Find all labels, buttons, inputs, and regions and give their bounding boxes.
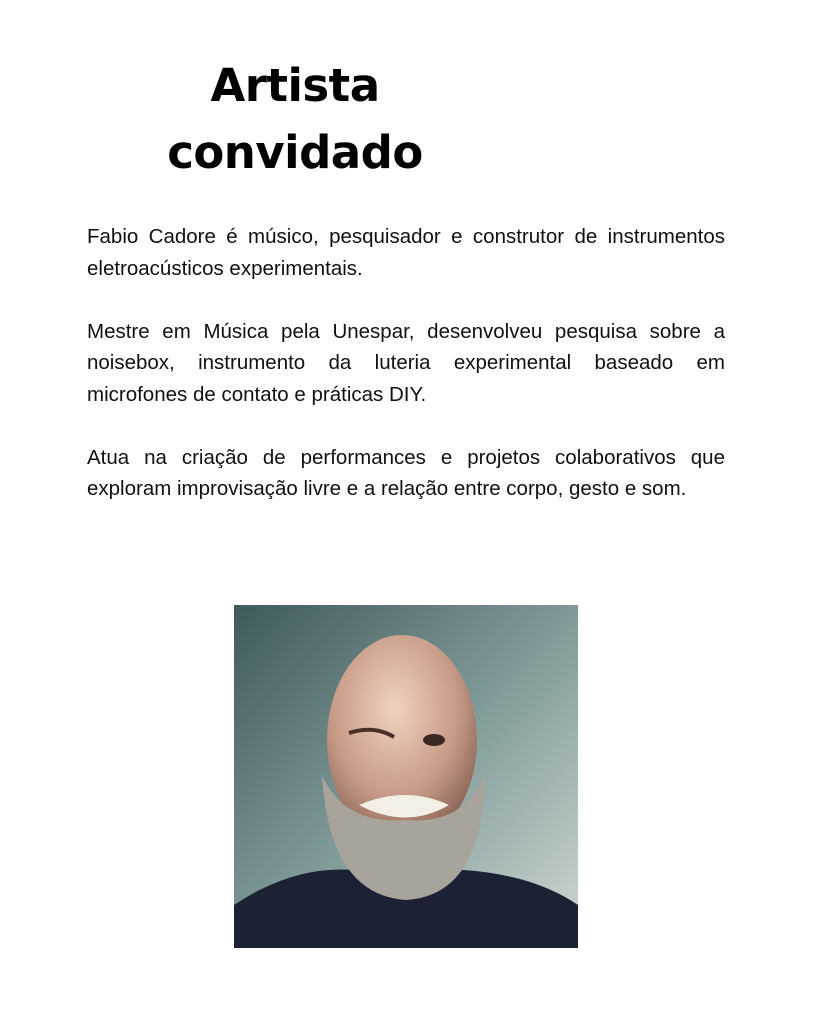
artist-photo — [234, 605, 578, 948]
bio-paragraph: Atua na criação de performances e projetos colaborativos que exploram improvisação livre e a relação entre corpo, gesto e som. — [87, 445, 725, 500]
bio-paragraph: Mestre em Música pela Unespar, desenvolveu pesquisa sobre a noisebox, instrumento da luteria experimental baseado em microfones de contato e práticas DIY. — [87, 319, 725, 406]
bio-paragraph: Fabio Cadore é músico, pesquisador e construtor de instrumentos eletroacústicos experimentais. — [87, 225, 725, 280]
title-line-1: Artista — [210, 59, 380, 112]
title-line-2: convidado — [167, 126, 423, 179]
page-title — [140, 52, 450, 186]
bio-text — [87, 221, 725, 536]
